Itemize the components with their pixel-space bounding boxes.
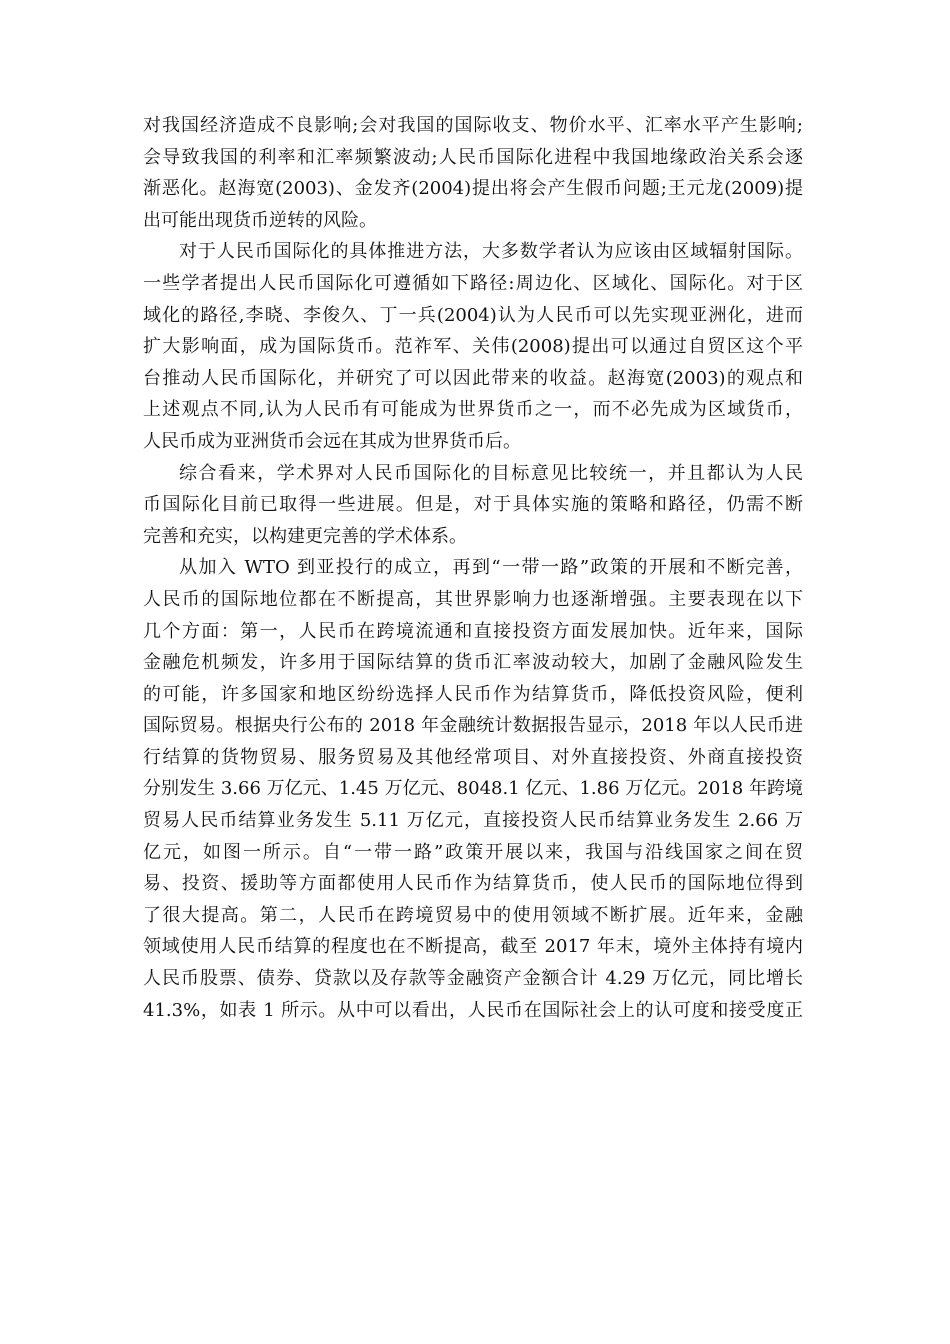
text-line: 一些学者提出人民币国际化可遵循如下路径:周边化、区域化、国际化。对于区 (143, 272, 803, 294)
paragraph-3 (143, 458, 803, 553)
text-line: 扩大影响面，成为国际货币。范祚军、关伟(2008)提出可以通过自贸区这个平 (143, 336, 803, 358)
text-line: 国际贸易。根据央行公布的 2018 年金融统计数据报告显示，2018 年以人民币进 (143, 715, 803, 737)
text-line: 亿元，如图一所示。自“一带一路”政策开展以来，我国与沿线国家之间在贸 (143, 841, 803, 863)
paragraph-4 (143, 552, 803, 1026)
body-text (143, 110, 803, 1026)
paragraph-1 (143, 110, 803, 236)
text-line: 几个方面：第一，人民币在跨境流通和直接投资方面发展加快。近年来，国际 (143, 620, 803, 642)
text-line: 人民币股票、债券、贷款以及存款等金融资产金额合计 4.29 万亿元，同比增长 (143, 968, 803, 990)
text-line: 渐恶化。赵海宽(2003)、金发齐(2004)提出将会产生假币问题;王元龙(2009)提 (143, 178, 803, 200)
text-line: 行结算的货物贸易、服务贸易及其他经常项目、对外直接投资、外商直接投资 (143, 746, 803, 768)
text-line: 对于人民币国际化的具体推进方法，大多数学者认为应该由区域辐射国际。 (179, 241, 803, 263)
text-line: 贸易人民币结算业务发生 5.11 万亿元，直接投资人民币结算业务发生 2.66 万 (143, 810, 803, 832)
text-line: 域化的路径,李晓、李俊久、丁一兵(2004)认为人民币可以先实现亚洲化，进而 (143, 304, 803, 326)
text-line: 出可能出现货币逆转的风险。 (143, 209, 377, 231)
text-line: 综合看来，学术界对人民币国际化的目标意见比较统一，并且都认为人民 (179, 462, 803, 484)
text-line: 易、投资、援助等方面都使用人民币作为结算货币，使人民币的国际地位得到 (143, 873, 803, 895)
text-line: 会导致我国的利率和汇率频繁波动;人民币国际化进程中我国地缘政治关系会逐 (143, 146, 803, 168)
text-line: 金融危机频发，许多用于国际结算的货币汇率波动较大，加剧了金融风险发生 (143, 652, 803, 674)
text-line: 人民币的国际地位都在不断提高，其世界影响力也逐渐增强。主要表现在以下 (143, 588, 803, 610)
text-line: 台推动人民币国际化，并研究了可以因此带来的收益。赵海宽(2003)的观点和 (143, 367, 803, 389)
paragraph-2 (143, 236, 803, 457)
text-line: 领域使用人民币结算的程度也在不断提高，截至 2017 年末，境外主体持有境内 (143, 936, 803, 958)
text-line: 了很大提高。第二，人民币在跨境贸易中的使用领域不断扩展。近年来，金融 (143, 904, 803, 926)
text-line: 人民币成为亚洲货币会远在其成为世界货币后。 (143, 430, 521, 452)
text-line: 上述观点不同,认为人民币有可能成为世界货币之一，而不必先成为区域货币， (143, 399, 803, 421)
text-line: 完善和充实，以构建更完善的学术体系。 (143, 525, 467, 547)
text-line: 的可能，许多国家和地区纷纷选择人民币作为结算货币，降低投资风险，便利 (143, 683, 803, 705)
text-line: 从加入 WTO 到亚投行的成立，再到“一带一路”政策的开展和不断完善， (179, 557, 803, 579)
text-line: 41.3%，如表 1 所示。从中可以看出，人民币在国际社会上的认可度和接受度正 (143, 999, 803, 1021)
text-line: 对我国经济造成不良影响;会对我国的国际收支、物价水平、汇率水平产生影响; (143, 115, 803, 136)
text-line: 分别发生 3.66 万亿元、1.45 万亿元、8048.1 亿元、1.86 万亿元。2018 年跨境 (143, 778, 803, 800)
text-line: 币国际化目前已取得一些进展。但是，对于具体实施的策略和路径，仍需不断 (143, 494, 803, 516)
